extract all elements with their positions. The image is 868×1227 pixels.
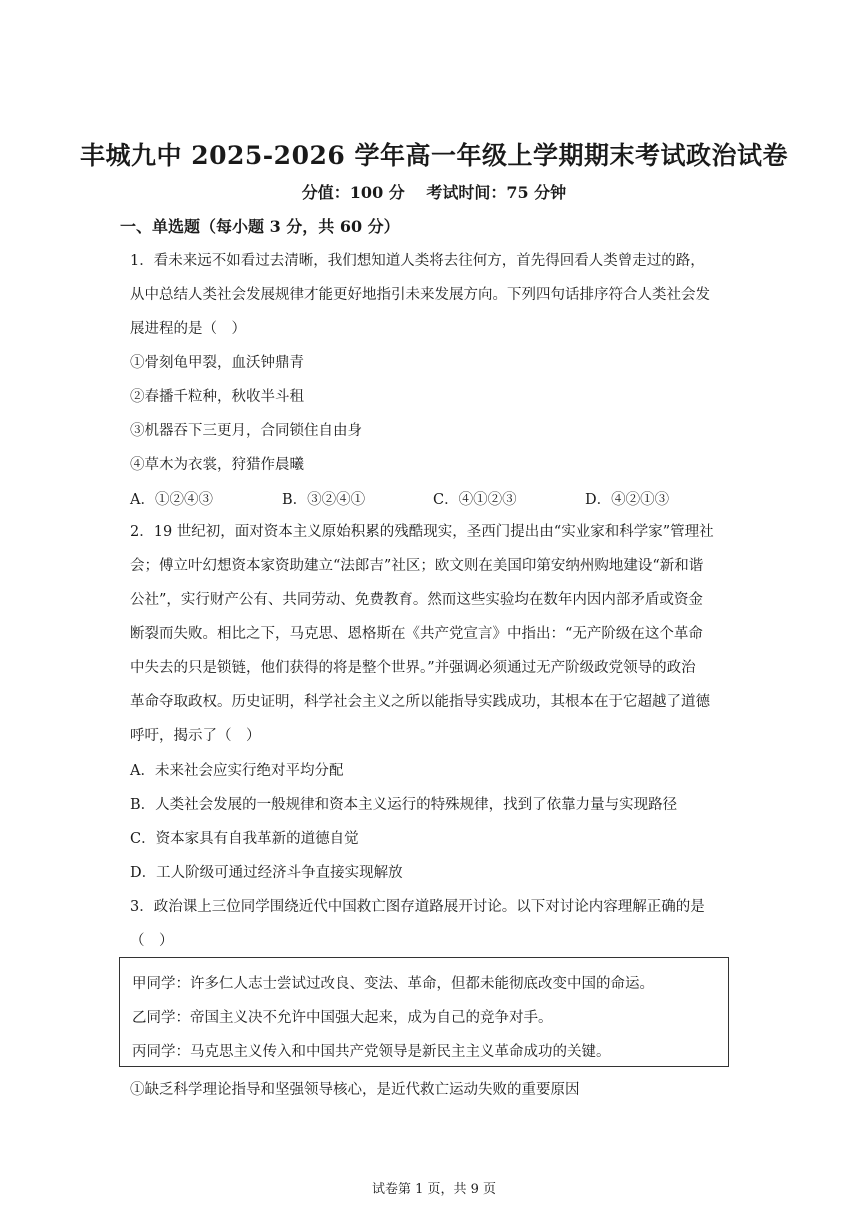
q1-item: ②春播千粒种，秋收半斗租: [130, 389, 304, 405]
section-heading: 一、单选题（每小题 3 分，共 60 分）: [120, 217, 400, 236]
q2-option-c[interactable]: C．资本家具有自我革新的道德自觉: [130, 831, 359, 847]
q1-stem-line: 1．看未来远不如看过去清晰，我们想知道人类将去往何方，首先得回看人类曾走过的路，: [130, 253, 705, 269]
exam-title: 丰城九中 2025-2026 学年高一年级上学期期末考试政治试卷: [80, 141, 788, 170]
q2-option-a[interactable]: A．未来社会应实行绝对平均分配: [130, 763, 344, 779]
q1-option-d[interactable]: D．④②①③: [585, 492, 670, 508]
q1-item: ④草木为衣裳，狩猎作晨曦: [130, 457, 304, 473]
q2-stem-line: 革命夺取政权。历史证明，科学社会主义之所以能指导实践成功，其根本在于它超越了道德: [130, 694, 710, 710]
q3-stem-line: （ ）: [130, 933, 174, 949]
q2-option-b[interactable]: B．人类社会发展的一般规律和资本主义运行的特殊规律，找到了依靠力量与实现路径: [130, 797, 678, 813]
q3-discussion-box: [119, 957, 729, 1067]
q3-stem-line: 3．政治课上三位同学围绕近代中国救亡图存道路展开讨论。以下对讨论内容理解正确的是: [130, 899, 705, 915]
q1-option-b[interactable]: B．③②④①: [282, 492, 366, 508]
page-footer: 试卷第 1 页，共 9 页: [371, 1182, 497, 1197]
q2-stem-line: 呼吁，揭示了（ ）: [130, 728, 261, 744]
exam-subtitle: 分值：100 分 考试时间：75 分钟: [301, 183, 567, 202]
q3-quote-jia: 甲同学：许多仁人志士尝试过改良、变法、革命，但都未能彻底改变中国的命运。: [132, 976, 654, 992]
q1-option-a[interactable]: A．①②④③: [130, 492, 213, 508]
q1-stem-line: 从中总结人类社会发展规律才能更好地指引未来发展方向。下列四句话排序符合人类社会发: [130, 287, 710, 303]
q1-options: [130, 488, 730, 508]
q2-option-d[interactable]: D．工人阶级可通过经济斗争直接实现解放: [130, 865, 403, 881]
q2-stem-line: 公社”，实行财产公有、共同劳动、免费教育。然而这些实验均在数年内因内部矛盾或资金: [130, 592, 703, 608]
q1-option-c[interactable]: C．④①②③: [433, 492, 517, 508]
q2-stem-line: 会；傅立叶幻想资本家资助建立“法郎吉”社区；欧文则在美国印第安纳州购地建设“新和谐: [130, 558, 704, 574]
q2-stem-line: 2．19 世纪初，面对资本主义原始积累的残酷现实，圣西门提出由“实业家和科学家”管理社: [130, 524, 714, 540]
q1-item: ③机器吞下三更月，合同锁住自由身: [130, 423, 362, 439]
q1-item: ①骨刻龟甲裂，血沃钟鼎青: [130, 355, 304, 371]
q3-quote-bing: 丙同学：马克思主义传入和中国共产党领导是新民主主义革命成功的关键。: [132, 1044, 611, 1060]
q2-stem-line: 中失去的只是锁链，他们获得的将是整个世界。”并强调必须通过无产阶级政党领导的政治: [130, 660, 696, 676]
q3-quote-yi: 乙同学：帝国主义决不允许中国强大起来，成为自己的竞争对手。: [132, 1010, 553, 1026]
q2-stem-line: 断裂而失败。相比之下，马克思、恩格斯在《共产党宣言》中指出：“无产阶级在这个革命: [130, 626, 703, 642]
q3-item: ①缺乏科学理论指导和坚强领导核心，是近代救亡运动失败的重要原因: [130, 1082, 580, 1098]
q1-stem-line: 展进程的是（ ）: [130, 321, 246, 337]
